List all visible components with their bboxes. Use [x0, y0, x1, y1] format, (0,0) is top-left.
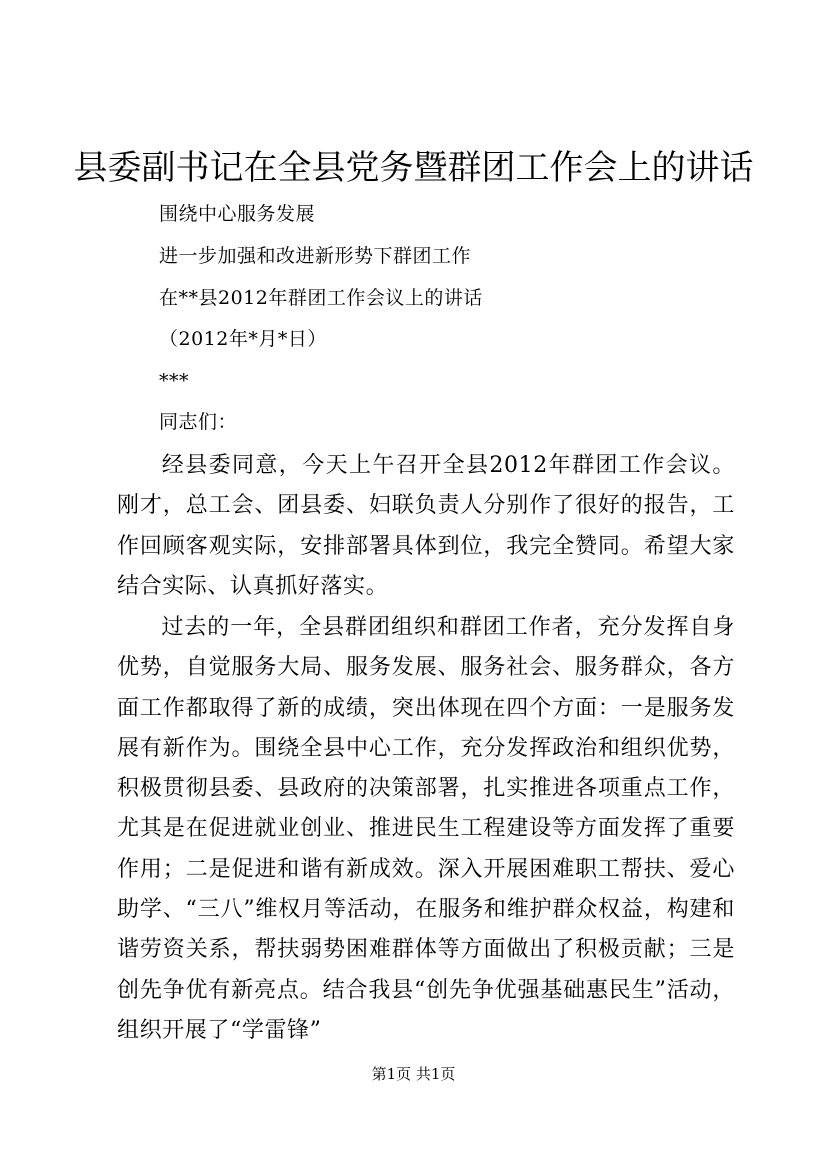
subtitle-line: 进一步加强和改进新形势下群团工作: [159, 245, 472, 267]
page-title: 县委副书记在全县党务暨群团工作会上的讲话: [73, 148, 754, 188]
date-line: （2012年*月*日）: [159, 328, 327, 350]
paragraph-text: 过去的一年，全县群团组织和群团工作者，充分发挥自身优势，自觉服务大局、服务发展、服务社会、服务群众，各方面工作都取得了新的成绩，突出体现在四个方面：一是服务发展有新作为。围绕全县中心工作，充分发挥政治和组织优势，积极贯彻县委、县政府的决策部署，扎实推进各项重点工作，尤其是在促进就业创业、推进民生工程建设等方面发挥了重要作用；二是促进和谐有新成效。深入开展困难职工帮扶、爱心助学、“三八”维权月等活动，在服务和维护群众权益，构建和谐劳资关系，帮扶弱势困难群体等方面做出了积极贡献；三是创先争优有新亮点。结合我县“创先争优强基础惠民生”活动，组织开展了“学雷锋”: [117, 615, 735, 1043]
paragraph: [117, 446, 735, 607]
salutation-line: 同志们：: [159, 411, 238, 433]
paragraph-text: 经县委同意，今天上午召开全县2012年群团工作会议。刚才，总工会、团县委、妇联负责人分别作了很好的报告，工作回顾客观实际，安排部署具体到位，我完全赞同。希望大家结合实际、认真抓好落实。: [117, 453, 735, 599]
page-footer: 第1页 共1页: [371, 1065, 456, 1083]
speaker-line: ***: [159, 370, 189, 392]
speech-occasion-line: 在**县2012年群团工作会议上的讲话: [159, 287, 483, 309]
subtitle-line: 围绕中心服务发展: [159, 203, 316, 225]
paragraph: [117, 608, 735, 1051]
